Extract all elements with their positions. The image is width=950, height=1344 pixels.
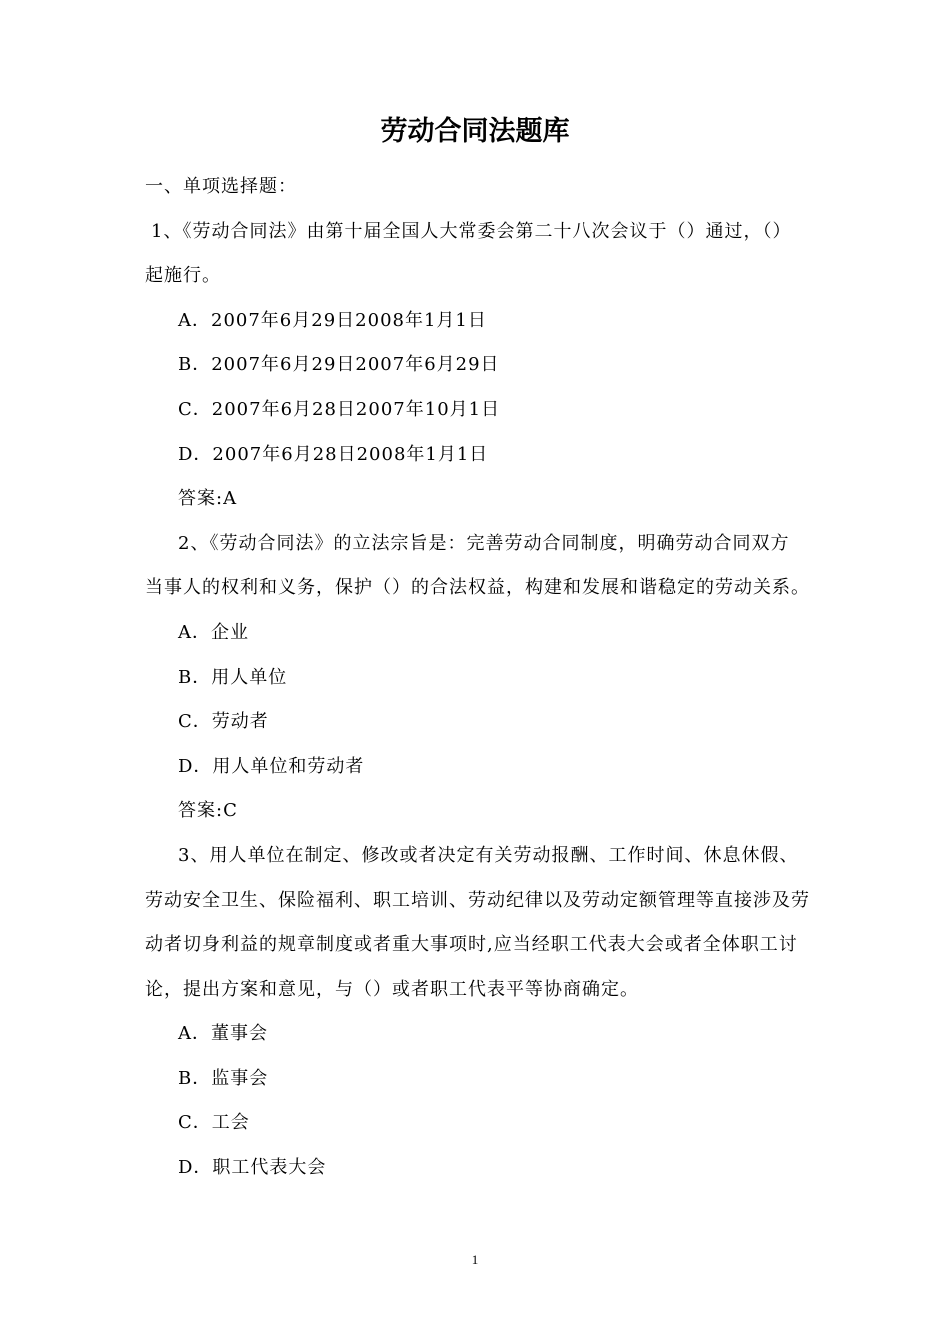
question-1-stem-line-2: 起施行。 — [145, 265, 221, 287]
question-3-stem-line-1: 3、用人单位在制定、修改或者决定有关劳动报酬、工作时间、休息休假、 — [178, 844, 799, 866]
question-1-answer: 答案:A — [178, 488, 238, 510]
document-title: 劳动合同法题库 — [380, 116, 570, 147]
question-3-option-b: B．监事会 — [178, 1067, 269, 1089]
question-3-option-c: C．工会 — [178, 1112, 250, 1134]
question-1-option-a: A．2007年6月29日2008年1月1日 — [178, 309, 487, 331]
question-1-stem-line-1: 1、《劳动合同法》由第十届全国人大常委会第二十八次会议于（）通过，（） — [151, 220, 792, 242]
question-2-option-c: C．劳动者 — [178, 711, 269, 733]
section-heading: 一、单项选择题： — [145, 176, 297, 197]
question-1-option-d: D．2007年6月28日2008年1月1日 — [178, 443, 489, 465]
question-2-option-b: B．用人单位 — [178, 666, 288, 688]
question-3-stem-line-4: 论，提出方案和意见，与（）或者职工代表平等协商确定。 — [145, 978, 639, 1000]
question-3-option-d: D．职工代表大会 — [178, 1157, 327, 1179]
question-3-stem-line-3: 动者切身利益的规章制度或者重大事项时,应当经职工代表大会或者全体职工讨 — [145, 934, 798, 956]
question-bank-content — [145, 172, 815, 1198]
question-3-stem-line-2: 劳动安全卫生、保险福利、职工培训、劳动纪律以及劳动定额管理等直接涉及劳 — [145, 889, 810, 911]
question-2-answer: 答案:C — [178, 800, 238, 822]
page-number: 1 — [471, 1252, 479, 1267]
question-2-stem-line-2: 当事人的权利和义务，保护（）的合法权益，构建和发展和谐稳定的劳动关系。 — [145, 577, 810, 599]
question-3-option-a: A．董事会 — [178, 1023, 268, 1045]
question-1-option-b: B．2007年6月29日2007年6月29日 — [178, 354, 500, 376]
question-2-option-d: D．用人单位和劳动者 — [178, 755, 365, 777]
question-2-stem-line-1: 2、《劳动合同法》的立法宗旨是：完善劳动合同制度，明确劳动合同双方 — [178, 532, 790, 554]
question-1-option-c: C．2007年6月28日2007年10月1日 — [178, 398, 501, 420]
question-2-option-a: A．企业 — [178, 621, 249, 643]
